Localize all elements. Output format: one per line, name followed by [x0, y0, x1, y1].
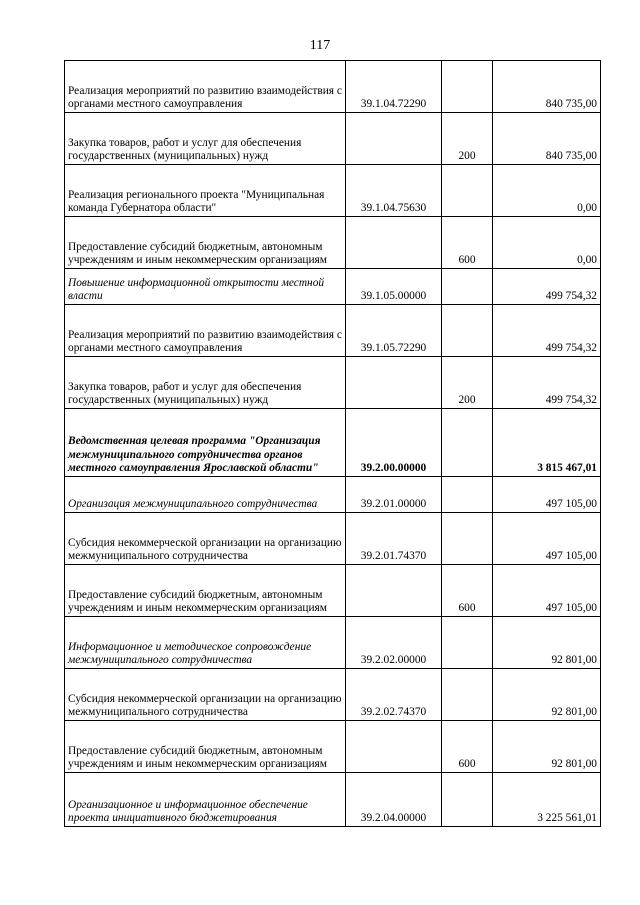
row-amount-cell: 0,00 — [493, 165, 601, 217]
row-code-cell — [346, 217, 442, 269]
row-kind-cell — [442, 61, 493, 113]
row-kind-cell — [442, 773, 493, 827]
row-code-cell — [346, 113, 442, 165]
row-code-cell: 39.1.04.75630 — [346, 165, 442, 217]
row-kind-cell — [442, 165, 493, 217]
row-code-cell: 39.1.05.00000 — [346, 269, 442, 305]
row-code-cell: 39.2.01.00000 — [346, 477, 442, 513]
page-number: 117 — [309, 38, 331, 53]
row-amount-cell: 499 754,32 — [493, 305, 601, 357]
row-name-cell: Организационное и информационное обеспечение проекта инициативного бюджетирования — [65, 773, 346, 827]
row-name-cell: Информационное и методическое сопровождение межмуниципального сотрудничества — [65, 617, 346, 669]
row-code-cell: 39.2.01.74370 — [346, 513, 442, 565]
row-code-cell — [346, 721, 442, 773]
row-kind-cell — [442, 617, 493, 669]
table-row — [65, 305, 601, 357]
row-amount-cell: 840 735,00 — [493, 61, 601, 113]
row-amount-cell: 92 801,00 — [493, 669, 601, 721]
row-amount-cell: 497 105,00 — [493, 513, 601, 565]
table-row — [65, 269, 601, 305]
row-kind-cell: 200 — [442, 357, 493, 409]
row-name-cell: Предоставление субсидий бюджетным, автономным учреждениям и иным некоммерческим организациям — [65, 565, 346, 617]
row-code-cell: 39.2.04.00000 — [346, 773, 442, 827]
row-code-cell: 39.1.05.72290 — [346, 305, 442, 357]
row-name-cell: Закупка товаров, работ и услуг для обеспечения государственных (муниципальных) нужд — [65, 357, 346, 409]
row-amount-cell: 497 105,00 — [493, 565, 601, 617]
table-row — [65, 617, 601, 669]
table-row — [65, 721, 601, 773]
row-amount-cell: 499 754,32 — [493, 357, 601, 409]
row-name-cell: Предоставление субсидий бюджетным, автономным учреждениям и иным некоммерческим организациям — [65, 721, 346, 773]
row-kind-cell — [442, 513, 493, 565]
row-amount-cell: 497 105,00 — [493, 477, 601, 513]
table-row — [65, 217, 601, 269]
table-row — [65, 165, 601, 217]
table-row — [65, 773, 601, 827]
table-row — [65, 409, 601, 477]
row-name-cell: Организация межмуниципального сотрудничества — [65, 477, 346, 513]
table-row — [65, 669, 601, 721]
table-row — [65, 565, 601, 617]
row-amount-cell: 3 225 561,01 — [493, 773, 601, 827]
row-kind-cell — [442, 669, 493, 721]
row-code-cell — [346, 565, 442, 617]
table-row — [65, 477, 601, 513]
row-kind-cell: 600 — [442, 721, 493, 773]
budget-table — [64, 60, 601, 827]
row-amount-cell: 92 801,00 — [493, 721, 601, 773]
row-amount-cell: 499 754,32 — [493, 269, 601, 305]
row-code-cell: 39.1.04.72290 — [346, 61, 442, 113]
row-code-cell: 39.2.02.00000 — [346, 617, 442, 669]
budget-table-body — [65, 61, 601, 827]
row-kind-cell: 600 — [442, 217, 493, 269]
row-name-cell: Субсидия некоммерческой организации на организацию межмуниципального сотрудничества — [65, 669, 346, 721]
table-row — [65, 113, 601, 165]
row-code-cell: 39.2.02.74370 — [346, 669, 442, 721]
row-name-cell: Повышение информационной открытости местной власти — [65, 269, 346, 305]
row-name-cell: Реализация мероприятий по развитию взаимодействия с органами местного самоуправления — [65, 305, 346, 357]
row-name-cell: Закупка товаров, работ и услуг для обеспечения государственных (муниципальных) нужд — [65, 113, 346, 165]
row-kind-cell — [442, 477, 493, 513]
row-name-cell: Реализация регионального проекта "Муниципальная команда Губернатора области" — [65, 165, 346, 217]
row-amount-cell: 3 815 467,01 — [493, 409, 601, 477]
row-name-cell: Предоставление субсидий бюджетным, автономным учреждениям и иным некоммерческим организациям — [65, 217, 346, 269]
row-code-cell: 39.2.00.00000 — [346, 409, 442, 477]
row-kind-cell — [442, 269, 493, 305]
row-amount-cell: 840 735,00 — [493, 113, 601, 165]
row-name-cell: Ведомственная целевая программа "Организация межмуниципального сотрудничества органов местного самоуправления Ярославской области" — [65, 409, 346, 477]
row-kind-cell — [442, 409, 493, 477]
row-name-cell: Реализация мероприятий по развитию взаимодействия с органами местного самоуправления — [65, 61, 346, 113]
row-kind-cell: 600 — [442, 565, 493, 617]
row-amount-cell: 0,00 — [493, 217, 601, 269]
row-kind-cell — [442, 305, 493, 357]
row-amount-cell: 92 801,00 — [493, 617, 601, 669]
row-code-cell — [346, 357, 442, 409]
row-name-cell: Субсидия некоммерческой организации на организацию межмуниципального сотрудничества — [65, 513, 346, 565]
table-row — [65, 357, 601, 409]
table-row — [65, 61, 601, 113]
table-row — [65, 513, 601, 565]
row-kind-cell: 200 — [442, 113, 493, 165]
